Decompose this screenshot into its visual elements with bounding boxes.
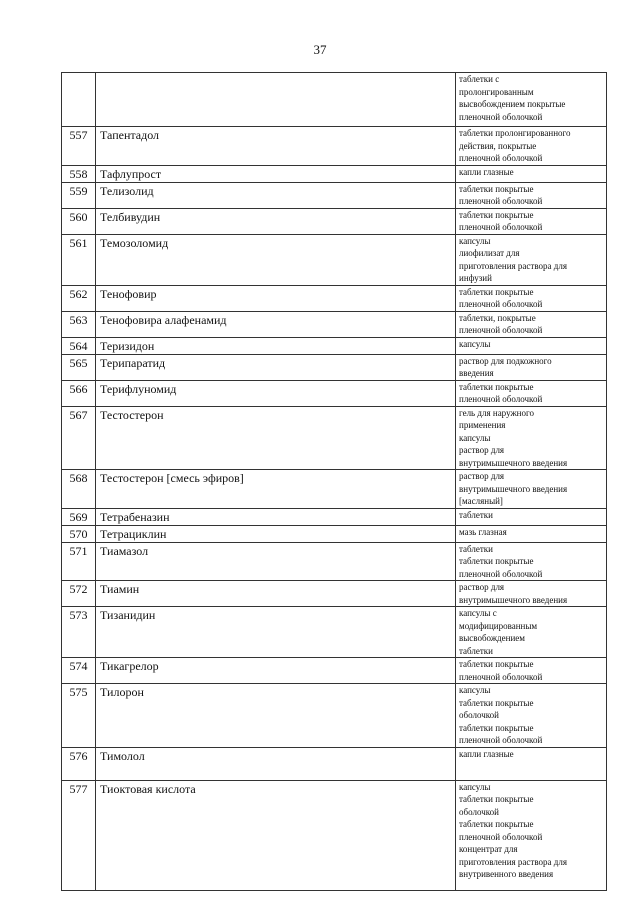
dosage-forms <box>456 684 607 748</box>
table-row <box>62 337 607 354</box>
dosage-form-line: лиофилизат для <box>459 248 520 258</box>
dosage-forms <box>456 73 607 127</box>
drug-table-body <box>62 73 607 891</box>
dosage-form-line: таблетки, покрытые <box>459 312 536 323</box>
dosage-form-line: внутримышечного введения <box>459 457 568 468</box>
dosage-form-line: таблетки <box>459 509 494 520</box>
dosage-forms <box>456 658 607 684</box>
dosage-forms <box>456 380 607 406</box>
drug-name: Темозоломид <box>96 234 456 285</box>
dosage-form-line: пленочной оболочкой <box>459 325 543 335</box>
dosage-form-line: раствор для <box>459 445 505 455</box>
row-number: 563 <box>62 311 96 337</box>
dosage-form-line: внутримышечного введения <box>459 594 568 605</box>
dosage-form-line: капсулы <box>459 685 491 695</box>
row-number: 564 <box>62 337 96 354</box>
dosage-forms <box>456 470 607 509</box>
dosage-forms <box>456 581 607 607</box>
dosage-form-line: применения <box>459 420 506 430</box>
dosage-form-line: таблетки <box>459 645 494 656</box>
table-row <box>62 406 607 470</box>
dosage-form-line: таблетки покрытые <box>459 659 534 669</box>
row-number: 568 <box>62 470 96 509</box>
dosage-form-line: пленочной оболочкой <box>459 299 543 309</box>
dosage-forms <box>456 406 607 470</box>
dosage-form-line: приготовления раствора для <box>459 260 567 271</box>
dosage-forms <box>456 607 607 658</box>
table-row <box>62 165 607 182</box>
dosage-form-line: пленочной оболочкой <box>459 735 543 745</box>
drug-name: Терифлуномид <box>96 380 456 406</box>
dosage-forms <box>456 747 607 780</box>
drug-name: Теризидон <box>96 337 456 354</box>
table-row <box>62 234 607 285</box>
table-row <box>62 747 607 780</box>
dosage-form-line: раствор для <box>459 471 505 481</box>
row-number: 576 <box>62 747 96 780</box>
dosage-forms <box>456 165 607 182</box>
drug-name: Тенофовира алафенамид <box>96 311 456 337</box>
drug-name: Тиоктовая кислота <box>96 780 456 890</box>
dosage-form-line: внутримышечного введения <box>459 483 568 494</box>
dosage-form-line: таблетки <box>459 543 494 554</box>
drug-name: Тиамин <box>96 581 456 607</box>
table-row <box>62 658 607 684</box>
dosage-form-line: пленочной оболочкой <box>459 831 543 842</box>
table-row <box>62 780 607 890</box>
dosage-forms <box>456 337 607 354</box>
dosage-form-line: таблетки покрытые <box>459 722 534 733</box>
dosage-form-line: пленочной оболочкой <box>459 222 543 232</box>
dosage-forms <box>456 780 607 890</box>
dosage-forms <box>456 127 607 166</box>
drug-name: Тенофовир <box>96 285 456 311</box>
table-row <box>62 581 607 607</box>
dosage-form-line: пленочной оболочкой <box>459 568 543 579</box>
table-row <box>62 182 607 208</box>
row-number: 561 <box>62 234 96 285</box>
table-row <box>62 127 607 166</box>
dosage-form-line: оболочкой <box>459 806 499 817</box>
dosage-forms <box>456 208 607 234</box>
row-number: 573 <box>62 607 96 658</box>
dosage-form-line: капсулы <box>459 235 491 246</box>
drug-name: Тапентадол <box>96 127 456 166</box>
drug-name: Тафлупрост <box>96 165 456 182</box>
dosage-form-line: таблетки пролонгированного <box>459 128 571 138</box>
row-number: 558 <box>62 165 96 182</box>
table-row <box>62 311 607 337</box>
dosage-form-line: пролонгированным <box>459 86 534 97</box>
dosage-form-line: таблетки покрытые <box>459 183 534 194</box>
dosage-form-line: капли глазные <box>459 748 514 759</box>
row-number: 559 <box>62 182 96 208</box>
dosage-form-line: пленочной оболочкой <box>459 153 543 163</box>
drug-name: Тетрациклин <box>96 525 456 542</box>
drug-name: Тестостерон [смесь эфиров] <box>96 470 456 509</box>
dosage-forms <box>456 542 607 581</box>
row-number: 577 <box>62 780 96 890</box>
drug-name: Тимолол <box>96 747 456 780</box>
row-number: 571 <box>62 542 96 581</box>
dosage-form-line: приготовления раствора для <box>459 856 567 867</box>
dosage-forms <box>456 234 607 285</box>
dosage-forms <box>456 354 607 380</box>
dosage-form-line: пленочной оболочкой <box>459 394 543 404</box>
row-number: 572 <box>62 581 96 607</box>
drug-name: Тиамазол <box>96 542 456 581</box>
dosage-form-line: [масляный] <box>459 496 503 506</box>
dosage-form-line: пленочной оболочкой <box>459 671 543 682</box>
table-row <box>62 684 607 748</box>
dosage-form-line: таблетки покрытые <box>459 209 534 220</box>
dosage-form-line: таблетки покрытые <box>459 381 534 392</box>
table-row <box>62 73 607 127</box>
row-number: 562 <box>62 285 96 311</box>
dosage-form-line: высвобождением <box>459 633 525 643</box>
dosage-forms <box>456 285 607 311</box>
page-number: 37 <box>313 42 327 57</box>
drug-name: Терипаратид <box>96 354 456 380</box>
table-row <box>62 607 607 658</box>
row-number: 557 <box>62 127 96 166</box>
dosage-form-line: пленочной оболочкой <box>459 196 543 206</box>
row-number: 570 <box>62 525 96 542</box>
dosage-form-line: концентрат для <box>459 844 518 854</box>
table-row <box>62 525 607 542</box>
drug-name: Тикагрелор <box>96 658 456 684</box>
dosage-form-line: таблетки покрытые <box>459 794 534 804</box>
dosage-form-line: капсулы <box>459 338 491 349</box>
dosage-form-line: таблетки с <box>459 74 500 84</box>
drug-name: Тилорон <box>96 684 456 748</box>
dosage-form-line: гель для наружного <box>459 407 534 418</box>
row-number <box>62 73 96 127</box>
dosage-form-line: мазь глазная <box>459 526 507 537</box>
row-number: 566 <box>62 380 96 406</box>
row-number: 574 <box>62 658 96 684</box>
dosage-form-line: раствор для подкожного <box>459 355 552 366</box>
dosage-form-line: таблетки покрытые <box>459 697 534 708</box>
drug-name: Тизанидин <box>96 607 456 658</box>
row-number: 569 <box>62 508 96 525</box>
table-row <box>62 285 607 311</box>
dosage-form-line: пленочной оболочкой <box>459 111 543 122</box>
dosage-form-line: инфузий <box>459 273 492 283</box>
row-number: 560 <box>62 208 96 234</box>
table-row <box>62 208 607 234</box>
table-row <box>62 380 607 406</box>
dosage-form-line: внутривенного введения <box>459 869 554 879</box>
dosage-form-line: капсулы с <box>459 608 497 618</box>
drug-name: Тетрабеназин <box>96 508 456 525</box>
dosage-form-line: оболочкой <box>459 710 499 720</box>
dosage-form-line: введения <box>459 368 494 378</box>
dosage-form-line: капсулы <box>459 781 491 792</box>
drug-name: Тестостерон <box>96 406 456 470</box>
table-row <box>62 470 607 509</box>
dosage-forms <box>456 311 607 337</box>
dosage-form-line: таблетки покрытые <box>459 819 534 829</box>
dosage-form-line: капли глазные <box>459 166 514 177</box>
dosage-forms <box>456 508 607 525</box>
dosage-form-line: раствор для <box>459 582 505 592</box>
drug-name: Телизолид <box>96 182 456 208</box>
dosage-form-line: таблетки покрытые <box>459 286 534 297</box>
dosage-form-line: модифицированным <box>459 620 538 631</box>
dosage-form-line: высвобождением покрытые <box>459 99 566 109</box>
row-number: 565 <box>62 354 96 380</box>
drug-name <box>96 73 456 127</box>
drug-table <box>61 72 607 891</box>
dosage-form-line: действия, покрытые <box>459 140 537 151</box>
dosage-forms <box>456 182 607 208</box>
dosage-forms <box>456 525 607 542</box>
row-number: 567 <box>62 406 96 470</box>
row-number: 575 <box>62 684 96 748</box>
table-row <box>62 508 607 525</box>
table-row <box>62 354 607 380</box>
dosage-form-line: таблетки покрытые <box>459 556 534 566</box>
drug-name: Телбивудин <box>96 208 456 234</box>
dosage-form-line: капсулы <box>459 432 491 443</box>
table-row <box>62 542 607 581</box>
